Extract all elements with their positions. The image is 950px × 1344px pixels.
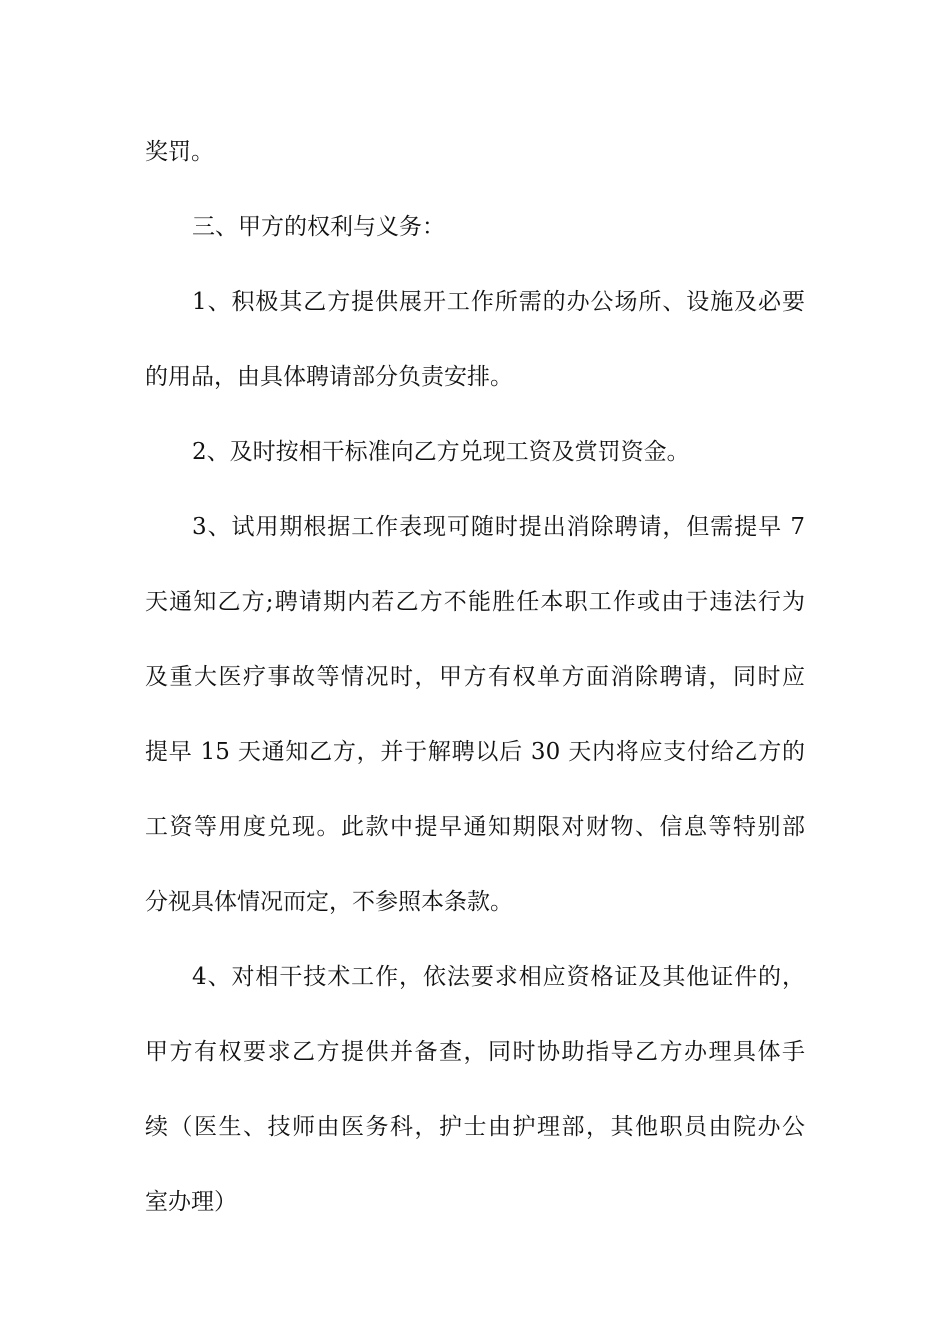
text-line-1: 奖罚。 [145, 139, 214, 165]
clause-4-line-1: 4、对相干技术工作，依法要求相应资格证及其他证件的， [192, 964, 805, 990]
clause-4-line-2: 甲方有权要求乙方提供并备查，同时协助指导乙方办理具体手 [145, 1039, 805, 1065]
clause-3-line-3: 及重大医疗事故等情况时，甲方有权单方面消除聘请，同时应 [145, 664, 805, 690]
clause-4-line-4: 室办理） [145, 1189, 237, 1215]
clause-1-line-1: 1、积极其乙方提供展开工作所需的办公场所、设施及必要 [192, 289, 805, 315]
clause-3-line-4: 提早 15 天通知乙方，并于解聘以后 30 天内将应支付给乙方的 [145, 739, 805, 765]
section-heading-3: 三、甲方的权利与义务： [192, 214, 445, 240]
clause-2-line-1: 2、及时按相干标准向乙方兑现工资及赏罚资金。 [192, 439, 690, 465]
clause-3-line-1: 3、试用期根据工作表现可随时提出消除聘请，但需提早 7 [192, 514, 805, 540]
clause-3-line-2: 天通知乙方;聘请期内若乙方不能胜任本职工作或由于违法行为 [145, 589, 805, 615]
clause-3-line-5: 工资等用度兑现。此款中提早通知期限对财物、信息等特别部 [145, 814, 805, 840]
clause-1-line-2: 的用品，由具体聘请部分负责安排。 [145, 364, 513, 390]
clause-3-line-6: 分视具体情况而定，不参照本条款。 [145, 889, 513, 915]
clause-4-line-3: 续（医生、技师由医务科，护士由护理部，其他职员由院办公 [145, 1114, 805, 1140]
